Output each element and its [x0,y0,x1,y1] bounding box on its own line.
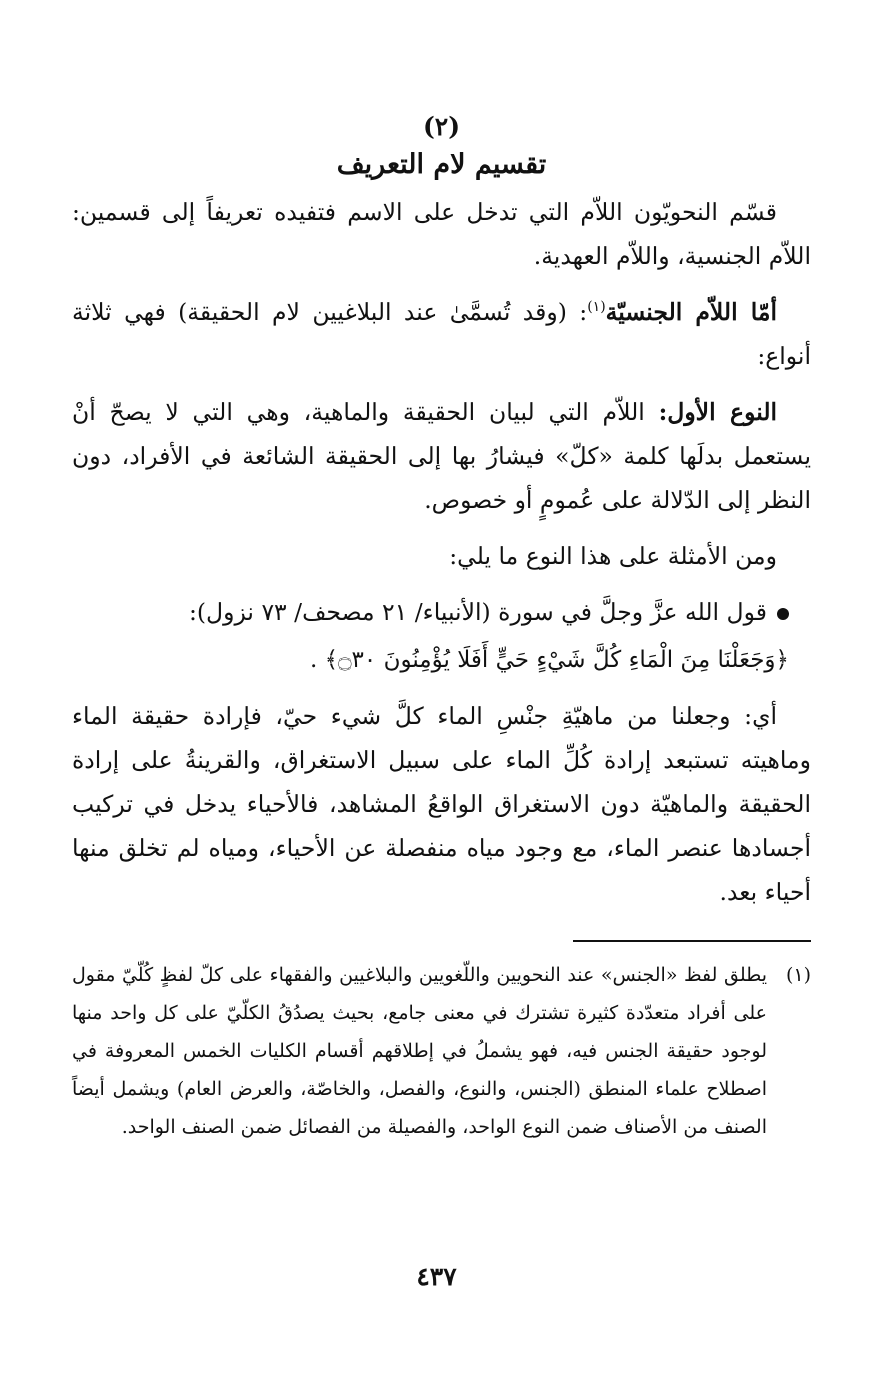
explanation-paragraph: أي: وجعلنا من ماهيّةِ جنْسِ الماء كلَّ شيء حيّ، فإرادة حقيقة الماء وماهيته تستبعد إرادة كُلِّ الماء على سبيل الاستغراق، والقرينةُ على إرادة الحقيقة والماهيّة دون الاستغراق الواقعُ المشاهد، فالأحياء يدخل في تركيب أجسادها عنصر الماء، مع وجود مياه منفصلة عن الأحياء، ومياه لم تخلق منها أحياء بعد. [72,702,811,906]
example-one [72,590,811,634]
footnote-divider [573,940,811,942]
type-one-text: اللاّم التي لبيان الحقيقة والماهية، وهي التي لا يصحّ أنْ يستعمل بدلَها كلمة «كلّ» فيشارُ بها إلى الحقيقة الشائعة في الأفراد، دون النظر إلى الدّلالة على عُمومٍ أو خصوص. [72,398,811,514]
lam-jinsiya-heading: أمّا اللاّم الجنسيّة [605,298,777,326]
section-title: تقسيم لام التعريف [336,149,547,180]
example-one-text: قول الله عزَّ وجلَّ في سورة (الأنبياء/ ٢١ مصحف/ ٧٣ نزول): [188,598,767,626]
lam-jinsiya-text: : (وقد تُسمَّىٰ عند البلاغيين لام الحقيقة) فهي ثلاثة أنواع: [72,298,811,370]
footnote [72,956,811,1146]
footnote-reference[interactable]: (١) [587,299,606,316]
lam-jinsiya-paragraph [72,290,811,378]
bullet-icon [777,608,789,620]
footnote-text: يطلق لفظ «الجنس» عند النحويين واللّغويين والبلاغيين والفقهاء على كلّ لفظٍ كُلّيّ مقول على أفراد متعدّدة كثيرة تشترك في معنى جامع، بحيث يصدُقُ الكلّيّ على كل واحد منها لوجود حقيقة الجنس فيه، فهو يشملُ في إطلاقهم أقسام الكليات الخمس المعروفة في اصطلاح علماء المنطق (الجنس، والنوع، والفصل، والخاصّة، والعرض العام) ويشمل أيضاً الصنف من الأصناف ضمن النوع الواحد، والفصيلة من الفصائل ضمن الصنف الواحد. [72,964,767,1138]
type-one-heading: النوع الأول: [658,398,778,426]
examples-intro: ومن الأمثلة على هذا النوع ما يلي: [449,542,777,570]
intro-paragraph: قسّم النحويّون اللاّم التي تدخل على الاسم فتفيده تعريفاً إلى قسمين: اللاّم الجنسية، واللاّم العهدية. [72,198,811,270]
quran-verse: ﴿وَجَعَلْنَا مِنَ الْمَاءِ كُلَّ شَيْءٍ حَيٍّ أَفَلَا يُؤْمِنُونَ ۝٣٠﴾ . [309,647,789,673]
type-one-paragraph [72,390,811,522]
footnote-number: (١) [785,964,811,986]
section-number: (٢) [422,112,461,141]
page-number: ٤٣٧ [416,1262,457,1291]
